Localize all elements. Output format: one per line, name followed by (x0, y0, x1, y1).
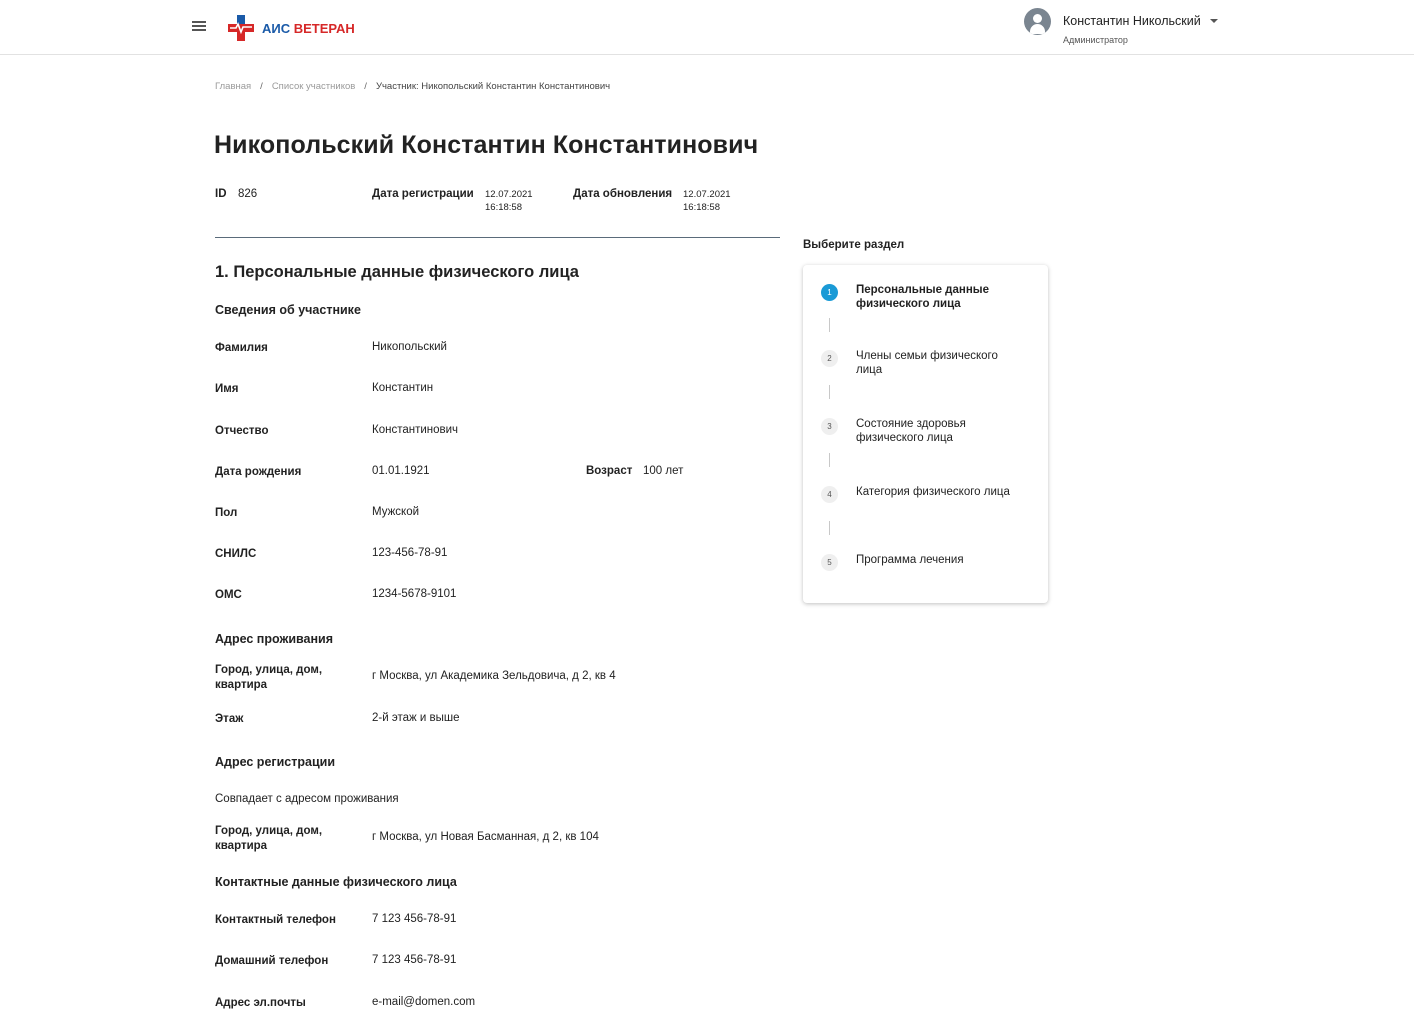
field-label: Пол (215, 507, 238, 519)
field-label: Отчество (215, 425, 269, 437)
same-address-text: Совпадает с адресом проживания (215, 793, 399, 805)
reg-date-label: Дата регистрации (372, 188, 474, 200)
page-title: Никопольский Константин Константинович (214, 131, 759, 159)
step-number: 1 (821, 284, 838, 301)
field-label: Фамилия (215, 342, 268, 354)
user-name: Константин Никольский (1063, 14, 1201, 28)
id-value: 826 (238, 188, 258, 200)
field-value: Мужской (372, 506, 420, 518)
field-value: 2-й этаж и выше (372, 712, 460, 724)
app-logo[interactable] (226, 13, 355, 43)
contacts-subtitle: Контактные данные физического лица (215, 875, 457, 889)
section-stepper (803, 265, 1048, 603)
field-label: Имя (215, 383, 239, 395)
step-health[interactable] (821, 417, 1016, 445)
age-label: Возраст (586, 465, 633, 477)
field-label: Город, улица, дом, квартира (215, 664, 323, 691)
step-category[interactable] (821, 485, 1016, 503)
step-number: 4 (821, 486, 838, 503)
step-connector (829, 385, 830, 399)
step-connector (829, 521, 830, 535)
step-label: Члены семьи физического лица (856, 350, 998, 376)
upd-date-value: 12.07.2021 16:18:58 (683, 189, 731, 213)
step-number: 5 (821, 554, 838, 571)
step-number: 3 (821, 418, 838, 435)
field-label: Адрес эл.почты (215, 997, 306, 1009)
upd-date-label: Дата обновления (573, 188, 673, 200)
logo-text: АИС ВЕТЕРАН (262, 20, 355, 36)
breadcrumb-participants[interactable]: Список участников (271, 81, 356, 92)
reg-date-value: 12.07.2021 16:18:58 (485, 189, 533, 213)
field-value: e-mail@domen.com (372, 996, 476, 1008)
field-value: Константинович (372, 424, 459, 436)
breadcrumb-current: Участник: Никопольский Константин Константинович (375, 81, 611, 92)
field-label: Контактный телефон (215, 914, 336, 926)
user-role: Администратор (1063, 35, 1128, 45)
field-label: Дата рождения (215, 466, 302, 478)
user-menu[interactable] (1024, 8, 1201, 45)
field-value: г Москва, ул Академика Зельдовича, д 2, кв 4 (372, 670, 616, 682)
step-label: Состояние здоровья физического лица (856, 418, 966, 444)
breadcrumb-home[interactable]: Главная (215, 81, 252, 92)
age-value: 100 лет (643, 465, 684, 477)
step-connector (829, 453, 830, 467)
step-label: Категория физического лица (856, 486, 1010, 498)
id-label: ID (215, 188, 227, 200)
field-value: 01.01.1921 (372, 465, 430, 477)
field-value: 7 123 456-78-91 (372, 954, 457, 966)
step-family[interactable] (821, 349, 1016, 377)
field-value: 1234-5678-9101 (372, 588, 457, 600)
section-title: 1. Персональные данные физического лица (215, 263, 579, 281)
chevron-down-icon[interactable] (1210, 19, 1218, 23)
step-personal[interactable] (821, 283, 1016, 311)
avatar-icon (1024, 8, 1051, 35)
step-label: Программа лечения (856, 554, 964, 566)
participant-subtitle: Сведения об участнике (215, 303, 361, 317)
breadcrumb: Главная / Список участников / Участник: Никопольский Константин Константинович (215, 81, 611, 92)
stepper-title: Выберите раздел (803, 239, 905, 251)
field-value: г Москва, ул Новая Басманная, д 2, кв 104 (372, 831, 599, 843)
residence-subtitle: Адрес проживания (215, 632, 334, 646)
step-number: 2 (821, 350, 838, 367)
step-treatment[interactable] (821, 553, 1016, 571)
menu-icon[interactable] (192, 21, 208, 33)
field-label: ОМС (215, 589, 242, 601)
logo-cross-icon (226, 13, 256, 43)
step-label: Персональные данные физического лица (856, 284, 989, 310)
field-label: СНИЛС (215, 548, 257, 560)
field-label: Этаж (215, 713, 244, 725)
field-label: Домашний телефон (215, 955, 329, 967)
field-value: Константин (372, 382, 434, 394)
registration-subtitle: Адрес регистрации (215, 755, 336, 769)
step-connector (829, 318, 830, 332)
field-value: 7 123 456-78-91 (372, 913, 457, 925)
app-header (0, 0, 1414, 55)
field-label: Город, улица, дом, квартира (215, 825, 323, 852)
field-value: Никопольский (372, 341, 447, 353)
field-value: 123-456-78-91 (372, 547, 448, 559)
divider (215, 237, 780, 238)
